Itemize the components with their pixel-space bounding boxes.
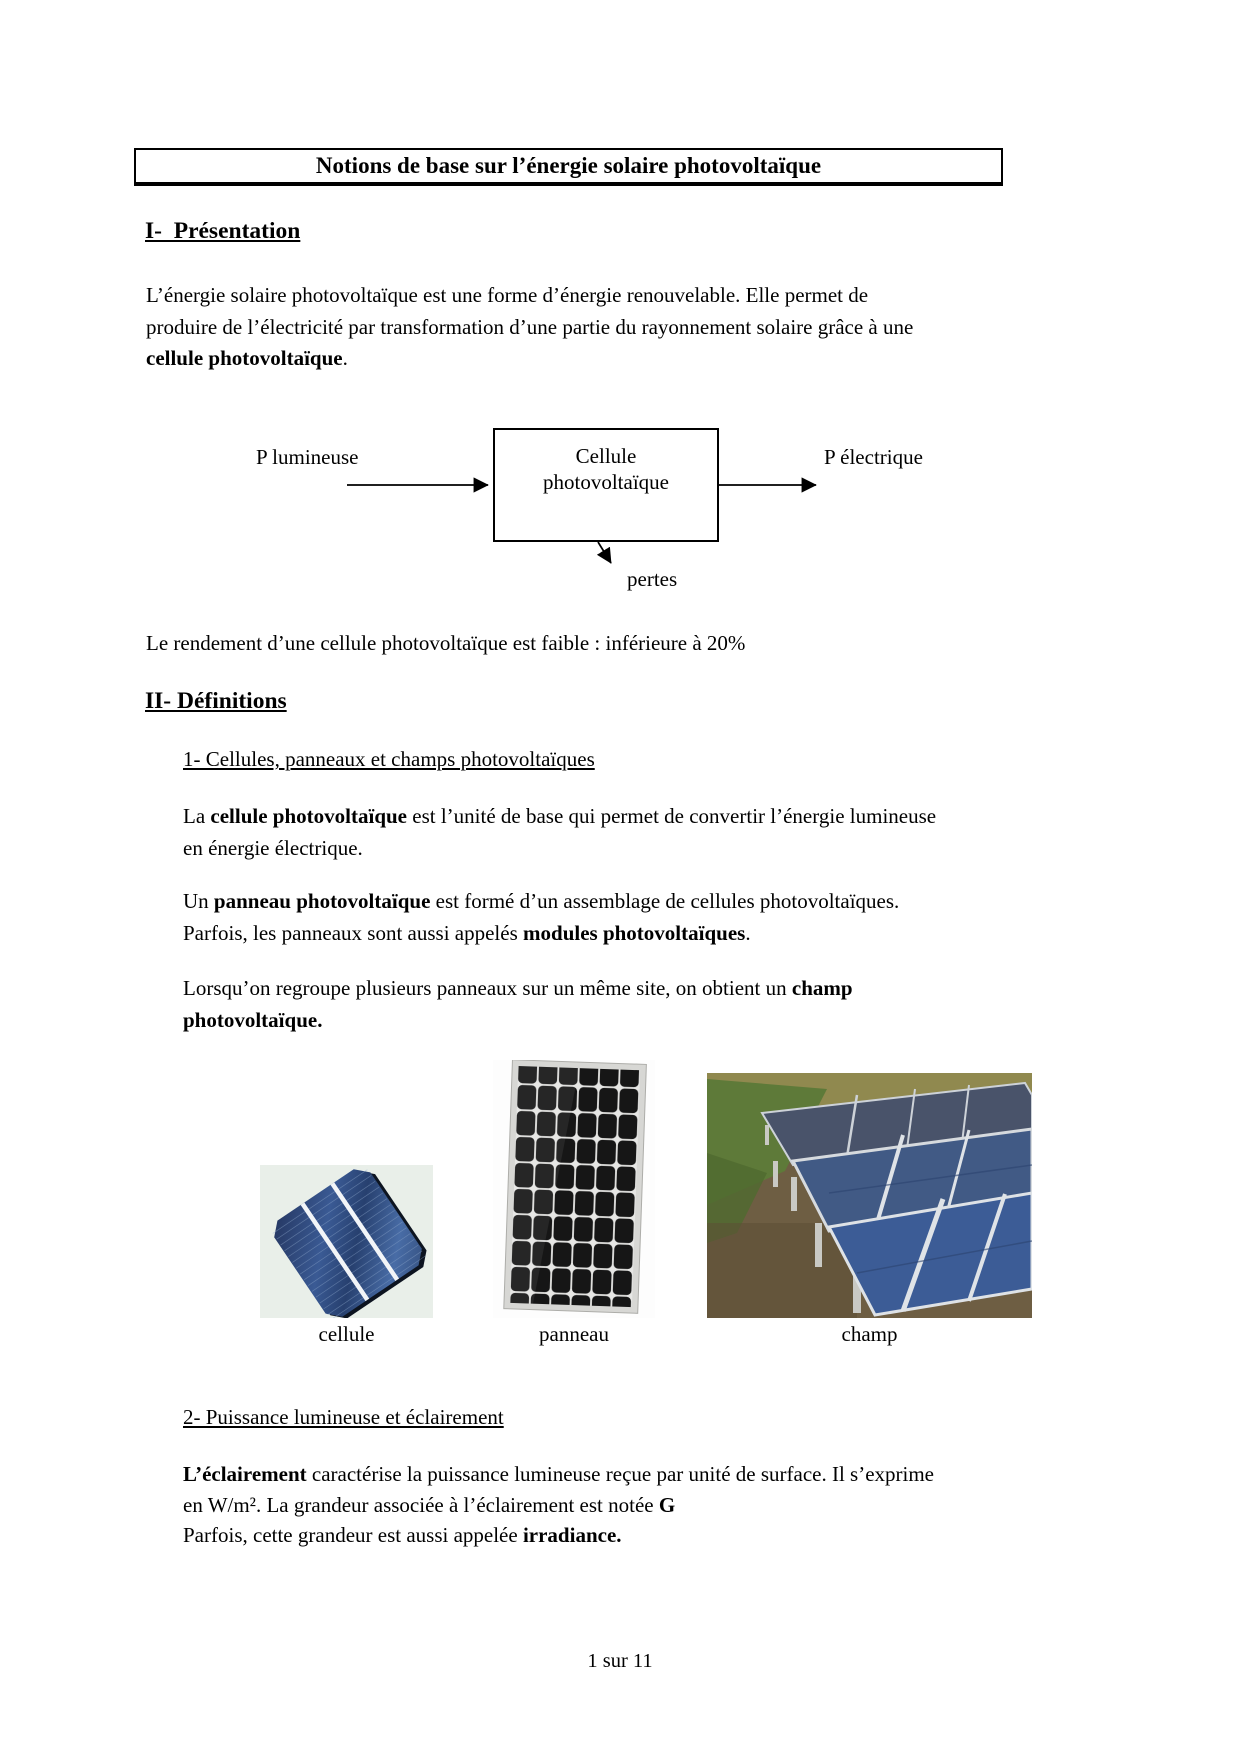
- section-heading-definitions: II- Définitions: [145, 688, 287, 714]
- diagram-cell-box: Cellule photovoltaïque: [493, 428, 719, 542]
- intro-paragraph: L’énergie solaire photovoltaïque est une forme d’énergie renouvelable. Elle permet de produire de l’électricité par transformation d’une partie du rayonnement solaire grâce à une cellule photovoltaïque.: [146, 283, 914, 370]
- field-paragraph: Lorsqu’on regroupe plusieurs panneaux sur un même site, on obtient un champ photovoltaïque.: [183, 976, 853, 1032]
- solar-panel-photo: [493, 1060, 655, 1318]
- diagram-input-label: P lumineuse: [256, 445, 359, 469]
- caption-cell: cellule: [318, 1322, 375, 1346]
- intro-line-2: produire de l’électricité par transformation d’une partie du rayonnement solaire grâce à une: [146, 314, 914, 339]
- solar-field-photo: [707, 1073, 1032, 1318]
- page-title: Notions de base sur l’énergie solaire photovoltaïque: [134, 148, 1003, 186]
- caption-field: champ: [841, 1322, 898, 1346]
- page-number: 1 sur 11: [587, 1650, 653, 1672]
- cell-paragraph: La cellule photovoltaïque est l’unité de base qui permet de convertir l’énergie lumineuse en énergie électrique.: [183, 804, 937, 860]
- diagram-arrows: [0, 420, 1240, 620]
- intro-line-1: L’énergie solaire photovoltaïque est une forme d’énergie renouvelable. Elle permet de: [146, 283, 869, 307]
- intro-line-3-bold: cellule photovoltaïque: [146, 346, 343, 370]
- irradiance-paragraph: L’éclairement caractérise la puissance lumineuse reçue par unité de surface. Il s’exprime en W/m². La grandeur associée à l’éclairement est notée G Parfois, cette grandeur est aussi appelée irradiance.: [183, 1462, 935, 1547]
- efficiency-note: Le rendement d’une cellule photovoltaïque est faible : inférieure à 20%: [146, 631, 746, 655]
- subsection-2-heading: 2- Puissance lumineuse et éclairement: [183, 1405, 504, 1429]
- section-heading-presentation: I- Présentation: [145, 218, 301, 244]
- diagram-loss-label: pertes: [627, 567, 678, 591]
- subsection-1-heading: 1- Cellules, panneaux et champs photovoltaïques: [183, 747, 595, 771]
- panel-paragraph: Un panneau photovoltaïque est formé d’un assemblage de cellules photovoltaïques. Parfois, les panneaux sont aussi appelés modules photovoltaïques.: [183, 889, 900, 945]
- loss-arrow: [598, 542, 611, 563]
- solar-cell-photo: [260, 1165, 433, 1318]
- caption-panel: panneau: [539, 1322, 609, 1346]
- diagram-output-label: P électrique: [824, 445, 923, 469]
